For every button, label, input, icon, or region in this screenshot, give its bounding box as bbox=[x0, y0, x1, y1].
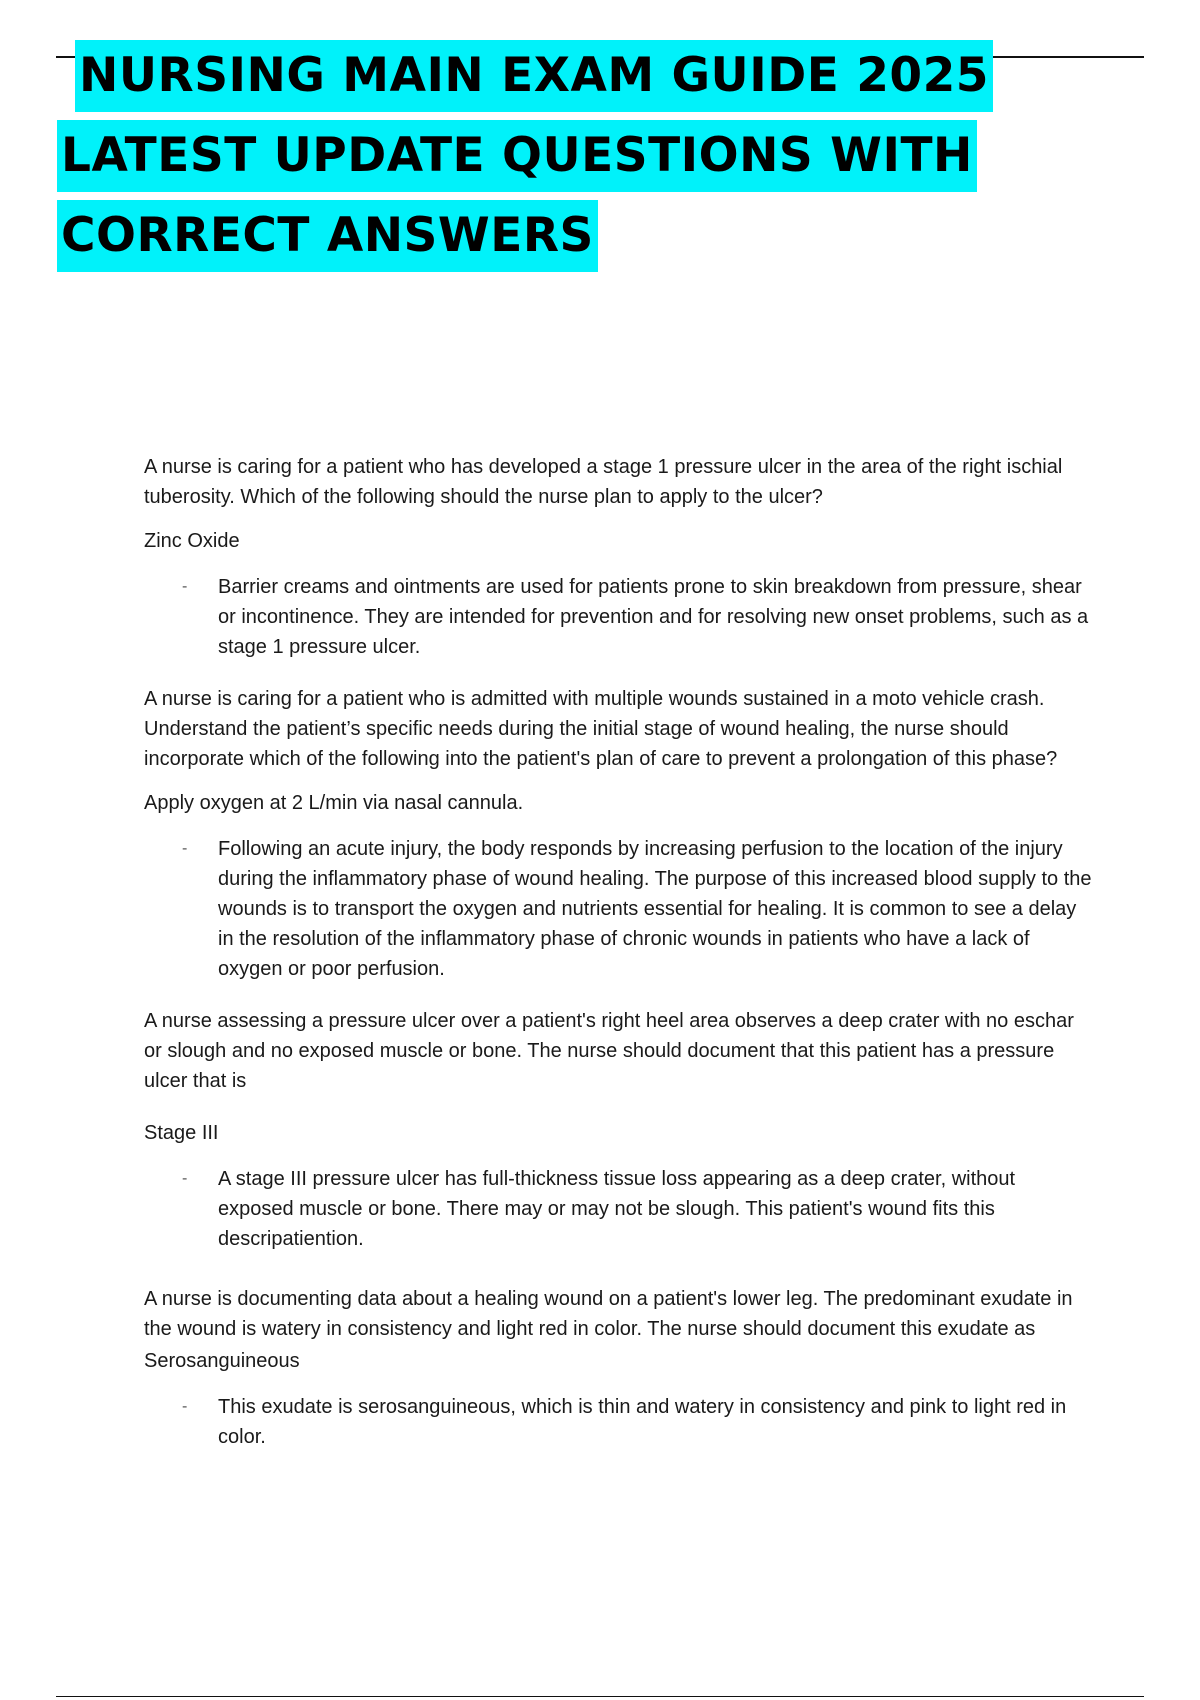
bullet-dash: - bbox=[182, 578, 188, 595]
bottom-rule bbox=[56, 1696, 1144, 1697]
rationale-text: Following an acute injury, the body responds by increasing perfusion to the location of the injury during the inflammatory phase of wound healing. The purpose of this increased blood supply to the wounds is to transport the oxygen and nutrients essential for healing. It is common to see a delay in the resolution of the inflammatory phase of chronic wounds in patients who have a lack of oxygen or poor perfusion. bbox=[218, 838, 1092, 980]
question-text: A nurse assessing a pressure ulcer over a patient's right heel area observes a deep crater with no eschar or slough and no exposed muscle or bone. The nurse should document that this patient has a pressure ulcer that is bbox=[144, 1010, 1074, 1092]
qa-item-1 bbox=[144, 452, 1094, 662]
rationale bbox=[144, 834, 1094, 984]
rationale bbox=[144, 572, 1094, 662]
question-text: A nurse is caring for a patient who has developed a stage 1 pressure ulcer in the area of the right ischial tuberosity. Which of the following should the nurse plan to apply to the ulcer? bbox=[144, 456, 1063, 508]
bullet-dash: - bbox=[182, 1398, 188, 1415]
qa-item-4 bbox=[144, 1284, 1094, 1452]
bullet-dash: - bbox=[182, 840, 188, 857]
question-text: A nurse is caring for a patient who is admitted with multiple wounds sustained in a moto vehicle crash. Understand the patient’s specific needs during the initial stage of wound healing, the nurse should incorporate which of the following into the patient's plan of care to prevent a prolongation of this phase? bbox=[144, 688, 1058, 770]
qa-item-2 bbox=[144, 684, 1094, 984]
qa-content bbox=[144, 452, 1094, 1452]
question-text: A nurse is documenting data about a healing wound on a patient's lower leg. The predominant exudate in the wound is watery in consistency and light red in color. The nurse should document this exudate as bbox=[144, 1288, 1073, 1340]
rationale bbox=[144, 1164, 1094, 1254]
rationale-text: Barrier creams and ointments are used for patients prone to skin breakdown from pressure, shear or incontinence. They are intended for prevention and for resolving new onset problems, such as a stage 1 pressure ulcer. bbox=[218, 576, 1089, 658]
answer-text: Apply oxygen at 2 L/min via nasal cannula. bbox=[144, 792, 524, 814]
rationale bbox=[144, 1392, 1094, 1452]
qa-item-3 bbox=[144, 1006, 1094, 1254]
answer-text: Zinc Oxide bbox=[144, 530, 240, 552]
answer-text: Serosanguineous bbox=[144, 1350, 300, 1372]
rationale-text: This exudate is serosanguineous, which is thin and watery in consistency and pink to light red in color. bbox=[218, 1396, 1067, 1448]
title-line-2: LATEST UPDATE QUESTIONS WITH bbox=[57, 120, 977, 192]
title-line-1: NURSING MAIN EXAM GUIDE 2025 bbox=[75, 40, 993, 112]
rationale-text: A stage III pressure ulcer has full-thickness tissue loss appearing as a deep crater, without exposed muscle or bone. There may or may not be slough. This patient's wound fits this descripatiention. bbox=[218, 1168, 1016, 1250]
title-line-3: CORRECT ANSWERS bbox=[57, 200, 598, 272]
bullet-dash: - bbox=[182, 1170, 188, 1187]
answer-text: Stage III bbox=[144, 1122, 219, 1144]
